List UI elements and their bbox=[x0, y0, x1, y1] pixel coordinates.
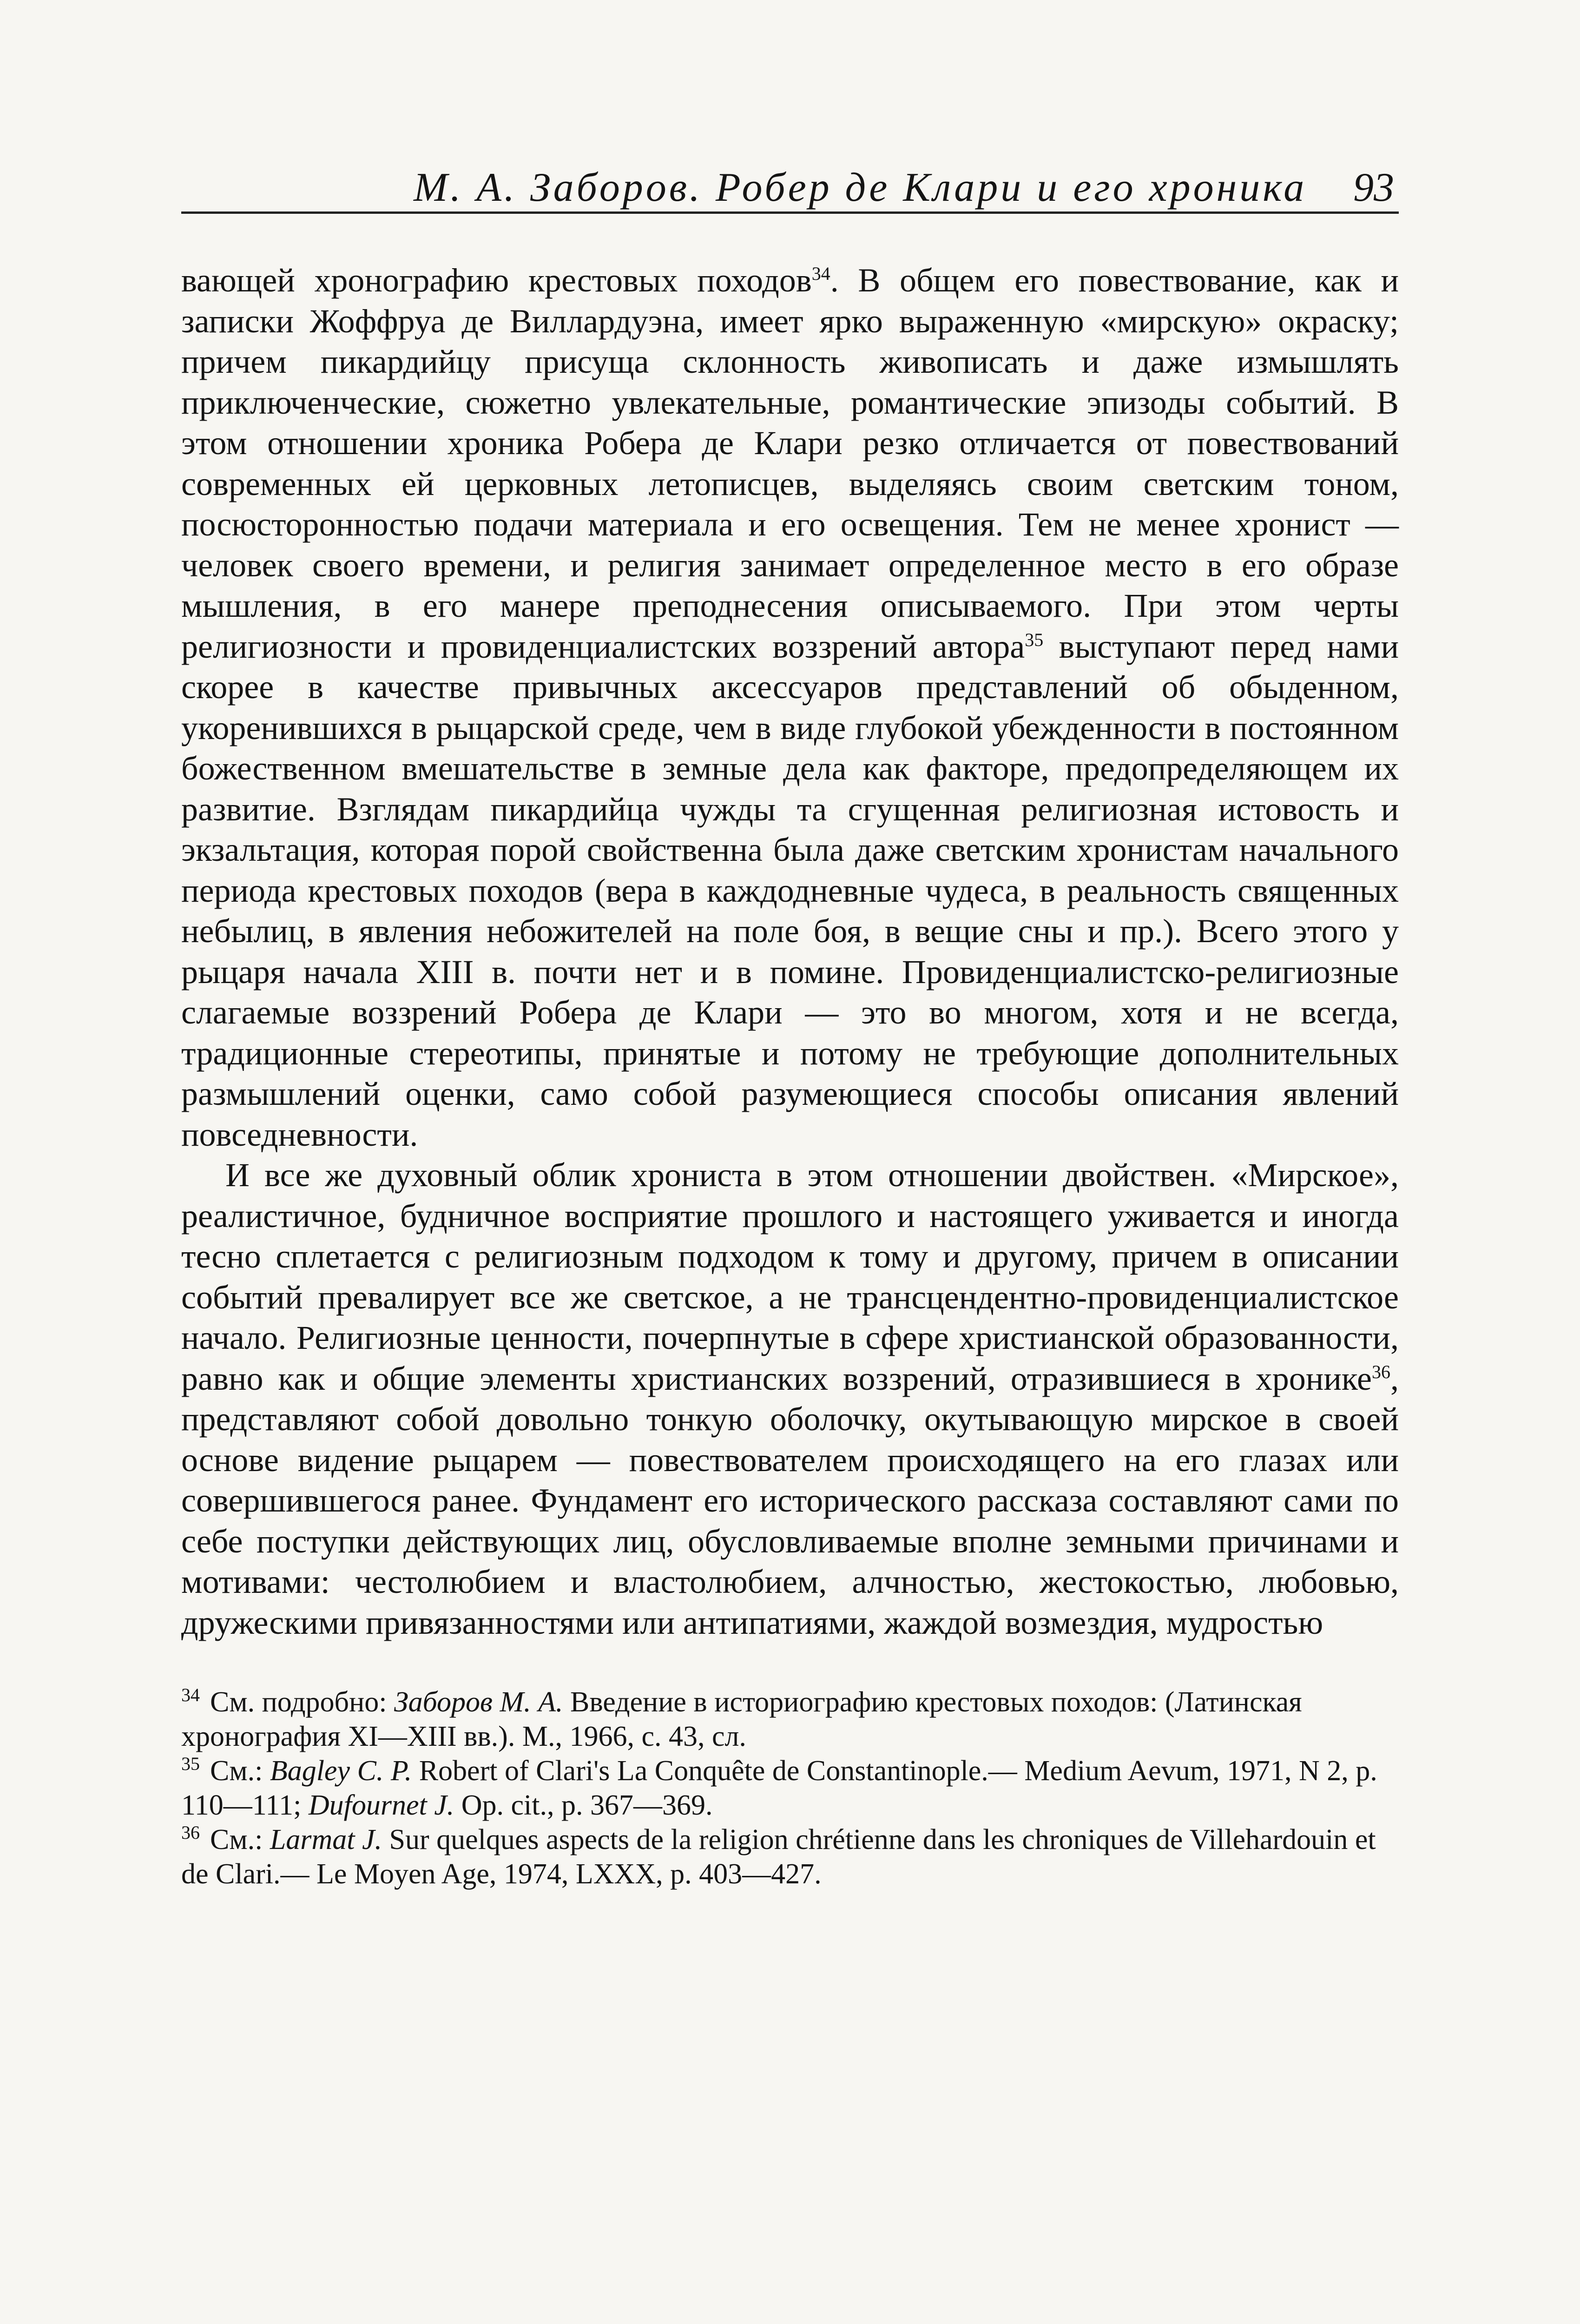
author-name: Larmat J. bbox=[270, 1824, 382, 1855]
footnote-35 bbox=[181, 1754, 1399, 1822]
text-run: См. подробно: bbox=[210, 1686, 394, 1718]
footnote-ref-35: 35 bbox=[1025, 629, 1044, 650]
footnote-ref-34: 34 bbox=[811, 263, 830, 284]
running-header bbox=[181, 156, 1399, 214]
running-header-title: М. А. Заборов. Робер де Клари и его хроника bbox=[414, 165, 1307, 210]
text-run: выступают перед нами скорее в качестве привычных аксессуаров представлений об обыденном, укоренившихся в рыцарской среде, чем в виде глубокой убежденности в постоянном божественном вмешательстве в земные дела как факторе, предопределяющем их развитие. Взглядам пикардийца чужды та сгущенная религиозная истовость и экзальтация, которая порой свойственна была даже светским хронистам начального периода крестовых походов (вера в каждодневные чудеса, в реальность священных небылиц, в явления небожителей на поле боя, в вещие сны и пр.). Всего этого у рыцаря начала XIII в. почти нет и в помине. Провиденциалистско-религиозные слагаемые воззрений Робера де Клари — это во многом, хотя и не всегда, традиционные стереотипы, принятые и потому не требующие дополнительных размышлений оценки, само собой разумеющиеся способы описания явлений повседневности. bbox=[181, 627, 1399, 1153]
paragraph-2 bbox=[181, 1155, 1399, 1643]
text-run: См.: bbox=[210, 1824, 270, 1855]
footnote-mark: 35 bbox=[181, 1753, 200, 1775]
text-run: См.: bbox=[210, 1755, 270, 1787]
main-text bbox=[181, 260, 1399, 1643]
footnote-mark: 36 bbox=[181, 1822, 200, 1843]
text-run: Введение в историографию крестовых походов: (Латинская хронография XI—XIII вв.). М., 1966, с. 43, сл. bbox=[181, 1686, 1302, 1752]
text-run: Robert of Clari's La Conquête de Constantinople.— Medium Aevum, 1971, N 2, p. 110—111; bbox=[181, 1755, 1377, 1821]
author-name: Dufournet J. bbox=[308, 1789, 454, 1821]
footnote-36 bbox=[181, 1822, 1399, 1891]
footnote-ref-36: 36 bbox=[1372, 1361, 1390, 1382]
paragraph-1 bbox=[181, 260, 1399, 1155]
footnote-mark: 34 bbox=[181, 1684, 200, 1706]
text-run: Op. cit., p. 367—369. bbox=[454, 1789, 713, 1821]
text-run: Sur quelques aspects de la religion chrétienne dans les chroniques de Villehardouin et de Clari.— Le Moyen Age, 1974, LXXX, p. 403—427. bbox=[181, 1824, 1376, 1890]
text-run: вающей хронографию крестовых походов bbox=[181, 262, 812, 299]
footnotes bbox=[181, 1685, 1399, 1891]
footnote-34 bbox=[181, 1685, 1399, 1754]
text-run: , представляют собой довольно тонкую оболочку, окутывающую мирское в своей основе видение рыцарем — повествователем происходящего на его глазах или совершившегося ранее. Фундамент его исторического рассказа составляют сами по себе поступки действующих лиц, обусловливаемые вполне земными причинами и мотивами: честолюбием и властолюбием, алчностью, жестокостью, любовью, дружескими привязанностями или антипатиями, жаждой возмездия, мудростью bbox=[181, 1360, 1399, 1641]
author-name: Заборов М. А. bbox=[394, 1686, 563, 1718]
text-run: . В общем его повествование, как и записки Жоффруа де Виллардуэна, имеет ярко выраженную «мирскую» окраску; причем пикардийцу присуща склонность живописать и даже измышлять приключенческие, сюжетно увлекательные, романтические эпизоды событий. В этом отношении хроника Робера де Клари резко отличается от повествований современных ей церковных летописцев, выделяясь своим светским тоном, посюсторонностью подачи материала и его освещения. Тем не менее хронист — человек своего времени, и религия занимает определенное место в его образе мышления, в его манере преподнесения описываемого. При этом черты религиозности и провиденциалистских воззрений автора bbox=[181, 262, 1399, 665]
page-number: 93 bbox=[1353, 165, 1394, 210]
author-name: Bagley C. P. bbox=[270, 1755, 412, 1787]
text-run: И все же духовный облик хрониста в этом отношении двойствен. «Мирское», реалистичное, будничное восприятие прошлого и настоящего уживается и иногда тесно сплетается с религиозным подходом к тому и другому, причем в описании событий превалирует все же светское, а не трансцендентно-провиденциалистское начало. Религиозные ценности, почерпнутые в сфере христианской образованности, равно как и общие элементы христианских воззрений, отразившиеся в хронике bbox=[181, 1156, 1399, 1397]
